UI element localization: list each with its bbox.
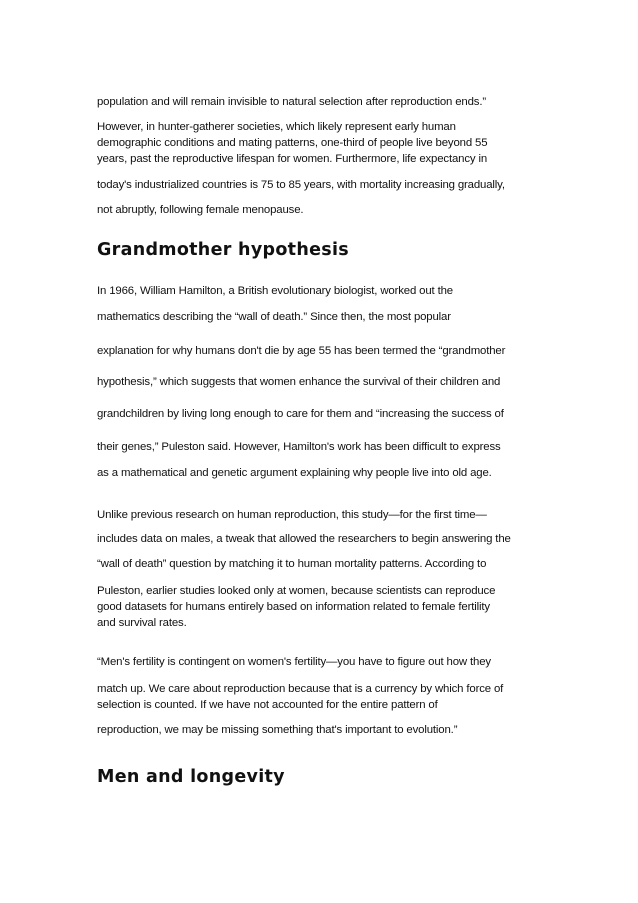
paragraph-line: today's industrialized countries is 75 to 85 years, with mortality increasing gradually, (97, 179, 505, 191)
paragraph-line: In 1966, William Hamilton, a British evolutionary biologist, worked out the (97, 285, 453, 297)
paragraph-line: hypothesis,” which suggests that women enhance the survival of their children and (97, 376, 501, 388)
paragraph-line: grandchildren by living long enough to care for them and “increasing the success of (97, 408, 504, 420)
paragraph-line: good datasets for humans entirely based on information related to female fertility (97, 601, 490, 613)
paragraph-line: selection is counted. If we have not accounted for the entire pattern of (97, 699, 438, 711)
paragraph-line: match up. We care about reproduction because that is a currency by which force of (97, 683, 504, 695)
paragraph-line: “Men's fertility is contingent on women's fertility—you have to figure out how they (97, 656, 491, 668)
paragraph-line: and survival rates. (97, 617, 187, 629)
paragraph-line: as a mathematical and genetic argument explaining why people live into old age. (97, 467, 492, 479)
paragraph-line: population and will remain invisible to natural selection after reproduction ends.” (97, 96, 486, 108)
paragraph-line: reproduction, we may be missing something that's important to evolution.” (97, 724, 458, 736)
paragraph-line: Puleston, earlier studies looked only at women, because scientists can reproduce (97, 585, 496, 597)
paragraph-line: years, past the reproductive lifespan for women. Furthermore, life expectancy in (97, 153, 488, 165)
paragraph-line: explanation for why humans don't die by age 55 has been termed the “grandmother (97, 345, 506, 357)
paragraph-line: mathematics describing the “wall of death.” Since then, the most popular (97, 311, 451, 323)
section-heading: Men and longevity (97, 767, 285, 787)
paragraph-line: not abruptly, following female menopause. (97, 204, 304, 216)
section-heading: Grandmother hypothesis (97, 240, 350, 260)
paragraph-line: their genes,” Puleston said. However, Hamilton's work has been difficult to express (97, 441, 501, 453)
paragraph-line: Unlike previous research on human reproduction, this study—for the first time— (97, 509, 487, 521)
paragraph-line: includes data on males, a tweak that allowed the researchers to begin answering the (97, 533, 511, 545)
paragraph-line: demographic conditions and mating patterns, one-third of people live beyond 55 (97, 137, 488, 149)
paragraph-line: However, in hunter-gatherer societies, which likely represent early human (97, 121, 456, 133)
paragraph-line: “wall of death” question by matching it to human mortality patterns. According to (97, 558, 487, 570)
